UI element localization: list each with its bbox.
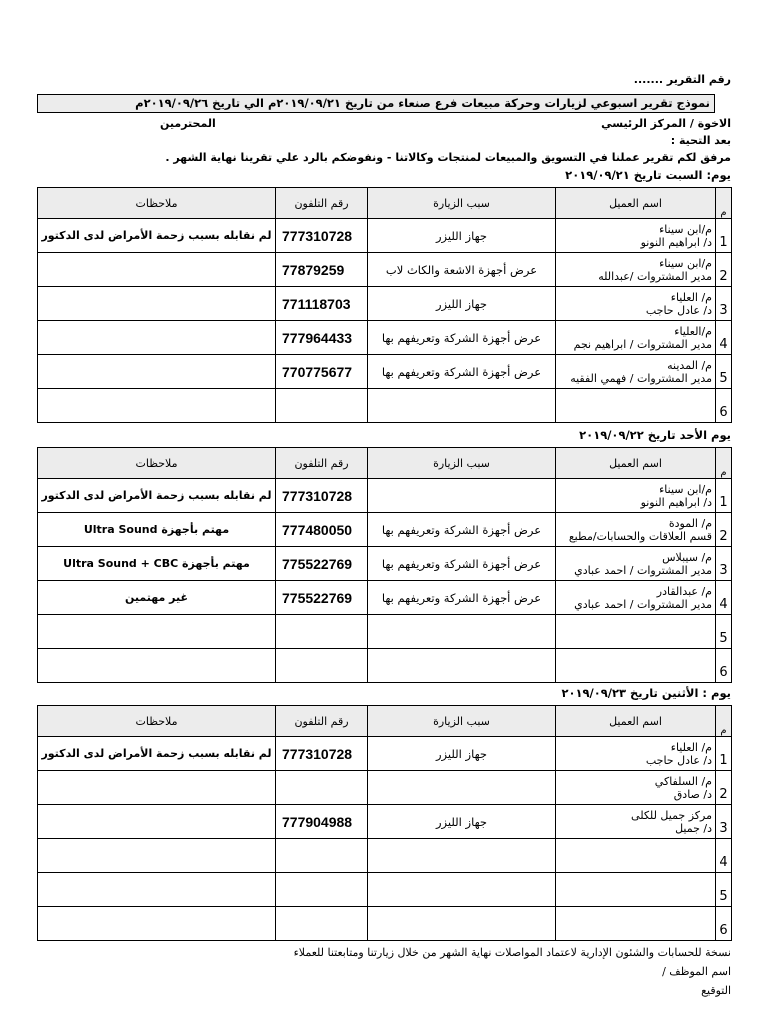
notes-cell: مهتم بأجهزة Ultra Sound <box>38 513 276 547</box>
client-place: م/ المدينه <box>667 358 712 372</box>
intro-text: مرفق لكم تقرير عملنا في التسويق والمبيعات لمنتجات وكالاتنا - ونفوضكم بالرد علي تقرينا نهاية الشهر . <box>165 151 731 164</box>
phone-cell: 777964433 <box>276 321 368 355</box>
reason-cell: جهاز الليزر <box>368 737 556 771</box>
reason-cell <box>368 479 556 513</box>
table-row <box>38 771 732 805</box>
col-reason-header: سبب الزيارة <box>368 448 556 479</box>
report-title: نموذج تقرير اسبوعي لزيارات وحركة مبيعات فرع صنعاء من تاريخ ٢٠١٩/٠٩/٢١م الي تاريخ ٢٠١٩/٠٩/٢٦م <box>37 94 715 113</box>
col-reason-header: سبب الزيارة <box>368 188 556 219</box>
phone-cell <box>276 873 368 907</box>
table-row <box>38 839 732 873</box>
client-place: م/ العلياء <box>670 740 712 754</box>
row-number: 1 <box>716 479 732 513</box>
col-client-header: اسم العميل <box>556 448 716 479</box>
col-reason-header: سبب الزيارة <box>368 706 556 737</box>
phone-cell <box>276 615 368 649</box>
table-row <box>38 907 732 941</box>
client-place: م/ سيبلاس <box>662 550 712 564</box>
reason-cell: عرض أجهزة الشركة وتعريفهم بها <box>368 547 556 581</box>
notes-cell <box>38 253 276 287</box>
client-place: م/ السلفاكي <box>654 774 712 788</box>
addressee: الاخوة / المركز الرئيسي <box>601 117 731 130</box>
notes-cell <box>38 805 276 839</box>
table-row <box>38 513 732 547</box>
client-cell <box>556 737 716 771</box>
row-number: 2 <box>716 253 732 287</box>
col-m-header: م <box>716 706 732 737</box>
phone-cell <box>276 839 368 873</box>
col-notes-header: ملاحظات <box>38 706 276 737</box>
table-row <box>38 649 732 683</box>
client-person: د/ ابراهيم النونو <box>640 235 712 249</box>
row-number: 6 <box>716 389 732 423</box>
reason-cell: عرض أجهزة الاشعة والكاث لاب <box>368 253 556 287</box>
notes-cell <box>38 873 276 907</box>
notes-cell <box>38 287 276 321</box>
client-person: د/ صادق <box>673 787 712 801</box>
reason-cell: عرض أجهزة الشركة وتعريفهم بها <box>368 321 556 355</box>
phone-cell: 777904988 <box>276 805 368 839</box>
reason-cell <box>368 839 556 873</box>
col-client-header: اسم العميل <box>556 706 716 737</box>
client-person: مدير المشتروات / ابراهيم نجم <box>573 337 712 351</box>
phone-cell <box>276 389 368 423</box>
client-cell <box>556 615 716 649</box>
reason-cell: جهاز الليزر <box>368 219 556 253</box>
client-place: مركز جميل للكلى <box>631 808 712 822</box>
phone-cell: 777310728 <box>276 737 368 771</box>
table-row <box>38 479 732 513</box>
reason-cell <box>368 649 556 683</box>
phone-cell: 777310728 <box>276 479 368 513</box>
client-place: م/ المودة <box>668 516 712 530</box>
report-number: رقم التقرير ....... <box>633 73 731 86</box>
col-notes-header: ملاحظات <box>38 448 276 479</box>
notes-cell: لم نقابله بسبب زحمة الأمراض لدى الدكتور <box>38 737 276 771</box>
notes-cell <box>38 389 276 423</box>
client-cell <box>556 771 716 805</box>
row-number: 1 <box>716 737 732 771</box>
reason-cell <box>368 873 556 907</box>
visits-table <box>37 447 732 683</box>
row-number: 6 <box>716 649 732 683</box>
client-person: د/ جميل <box>675 821 712 835</box>
reason-cell: جهاز الليزر <box>368 287 556 321</box>
client-cell <box>556 805 716 839</box>
notes-cell <box>38 649 276 683</box>
client-place: م/ابن سيناء <box>659 256 712 270</box>
table-row <box>38 253 732 287</box>
col-phone-header: رقم التلفون <box>276 188 368 219</box>
client-person: د/ عادل حاجب <box>645 303 712 317</box>
client-cell <box>556 839 716 873</box>
notes-cell <box>38 839 276 873</box>
table-row <box>38 581 732 615</box>
client-person: د/ ابراهيم النونو <box>640 495 712 509</box>
client-place: م/ عبدالقادر <box>656 584 712 598</box>
reason-cell <box>368 389 556 423</box>
row-number: 2 <box>716 513 732 547</box>
reason-cell <box>368 615 556 649</box>
notes-cell: مهتم بأجهزة Ultra Sound + CBC <box>38 547 276 581</box>
client-person: د/ عادل حاجب <box>645 753 712 767</box>
copy-note: نسخة للحسابات والشئون الإدارية لاعتماد المواصلات نهاية الشهر من خلال زيارتنا ومتابعتنا للعملاء <box>293 946 731 959</box>
reason-cell: جهاز الليزر <box>368 805 556 839</box>
client-cell <box>556 287 716 321</box>
table-row <box>38 805 732 839</box>
reason-cell <box>368 907 556 941</box>
day-label: يوم: السبت تاريخ ٢٠١٩/٠٩/٢١ <box>565 168 731 182</box>
col-client-header: اسم العميل <box>556 188 716 219</box>
col-phone-header: رقم التلفون <box>276 448 368 479</box>
col-phone-header: رقم التلفون <box>276 706 368 737</box>
client-cell <box>556 649 716 683</box>
client-person: مدير المشتروات / فهمي الفقيه <box>570 371 712 385</box>
phone-cell: 770775677 <box>276 355 368 389</box>
client-cell <box>556 355 716 389</box>
notes-cell: لم نقابله بسبب زحمة الأمراض لدى الدكتور <box>38 479 276 513</box>
table-row <box>38 321 732 355</box>
phone-cell <box>276 907 368 941</box>
notes-cell <box>38 907 276 941</box>
table-row <box>38 287 732 321</box>
reason-cell: عرض أجهزة الشركة وتعريفهم بها <box>368 355 556 389</box>
table-row <box>38 219 732 253</box>
client-cell <box>556 513 716 547</box>
notes-cell <box>38 771 276 805</box>
phone-cell <box>276 771 368 805</box>
row-number: 3 <box>716 287 732 321</box>
table-row <box>38 737 732 771</box>
client-cell <box>556 547 716 581</box>
client-cell <box>556 581 716 615</box>
table-row <box>38 547 732 581</box>
client-person: مدير المشتروات / احمد عبادي <box>574 563 712 577</box>
notes-cell <box>38 355 276 389</box>
client-place: م/ابن سيناء <box>659 222 712 236</box>
table-row <box>38 615 732 649</box>
client-person: مدير المشتروات /عبدالله <box>598 269 712 283</box>
greeting: بعد التحية : <box>670 134 731 147</box>
table-header-row <box>38 706 732 737</box>
reason-cell: عرض أجهزة الشركة وتعريفهم بها <box>368 513 556 547</box>
row-number: 5 <box>716 615 732 649</box>
respected-label: المحترمين <box>160 117 216 130</box>
visits-table <box>37 187 732 423</box>
client-cell <box>556 389 716 423</box>
row-number: 4 <box>716 321 732 355</box>
row-number: 3 <box>716 805 732 839</box>
row-number: 2 <box>716 771 732 805</box>
day-label: يوم : الأثنين تاريخ ٢٠١٩/٠٩/٢٣ <box>561 686 731 700</box>
table-header-row <box>38 448 732 479</box>
row-number: 4 <box>716 839 732 873</box>
notes-cell: لم نقابله بسبب زحمة الأمراض لدى الدكتور <box>38 219 276 253</box>
row-number: 3 <box>716 547 732 581</box>
client-place: م/العلياء <box>674 324 712 338</box>
notes-cell <box>38 321 276 355</box>
reason-cell <box>368 771 556 805</box>
client-cell <box>556 907 716 941</box>
phone-cell: 777310728 <box>276 219 368 253</box>
phone-cell <box>276 649 368 683</box>
notes-cell <box>38 615 276 649</box>
col-notes-header: ملاحظات <box>38 188 276 219</box>
phone-cell: 777480050 <box>276 513 368 547</box>
table-row <box>38 355 732 389</box>
phone-cell: 77879259 <box>276 253 368 287</box>
client-cell <box>556 479 716 513</box>
client-cell <box>556 321 716 355</box>
row-number: 5 <box>716 355 732 389</box>
client-person: قسم العلاقات والحسابات/مطبع <box>568 529 712 543</box>
row-number: 1 <box>716 219 732 253</box>
client-person: مدير المشتروات / احمد عبادي <box>574 597 712 611</box>
client-cell <box>556 253 716 287</box>
table-header-row <box>38 188 732 219</box>
row-number: 4 <box>716 581 732 615</box>
row-number: 6 <box>716 907 732 941</box>
client-cell <box>556 219 716 253</box>
employee-name-label: اسم الموظف / <box>662 965 731 978</box>
phone-cell: 775522769 <box>276 581 368 615</box>
reason-cell: عرض أجهزة الشركة وتعريفهم بها <box>368 581 556 615</box>
col-m-header: م <box>716 448 732 479</box>
table-row <box>38 389 732 423</box>
row-number: 5 <box>716 873 732 907</box>
client-place: م/ العلياء <box>670 290 712 304</box>
phone-cell: 775522769 <box>276 547 368 581</box>
client-cell <box>556 873 716 907</box>
client-place: م/ابن سيناء <box>659 482 712 496</box>
visits-table <box>37 705 732 941</box>
col-m-header: م <box>716 188 732 219</box>
day-label: يوم الأحد تاريخ ٢٠١٩/٠٩/٢٢ <box>579 428 731 442</box>
notes-cell: غير مهتمين <box>38 581 276 615</box>
table-row <box>38 873 732 907</box>
signature-label: التوقيع <box>701 984 731 997</box>
phone-cell: 771118703 <box>276 287 368 321</box>
